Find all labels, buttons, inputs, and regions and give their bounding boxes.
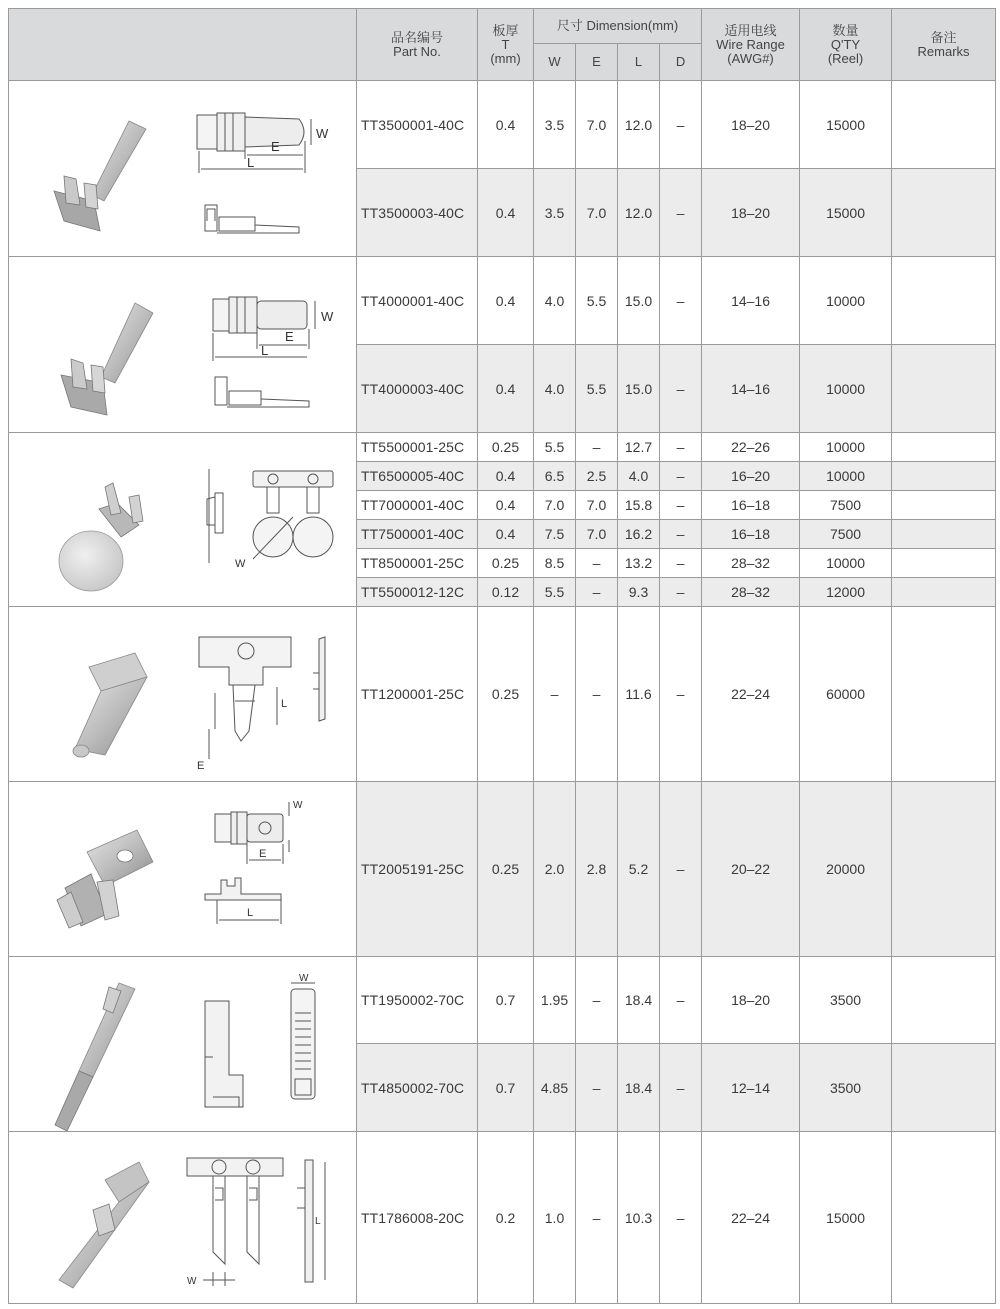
terminal-spec-table [8, 8, 996, 1304]
wire-range-header-cn: 适用电线 [724, 22, 777, 38]
thickness-value: 0.4 [478, 345, 534, 433]
dim-d-header: D [660, 44, 702, 81]
quantity-header-cn: 数量 [832, 22, 859, 38]
remarks-value [892, 433, 996, 462]
quantity-header-unit: (Reel) [827, 50, 864, 66]
wire-range-value: 22–26 [702, 433, 800, 462]
wire-range-header [702, 9, 800, 81]
dim-e-value: – [576, 578, 618, 607]
quantity-value: 10000 [800, 549, 892, 578]
dim-e-value: 7.0 [576, 520, 618, 549]
dim-label-e: E [259, 848, 267, 860]
dim-e-value: – [576, 1044, 618, 1132]
dim-label-w: W [235, 558, 246, 570]
part-no-header-en: Part No. [393, 43, 441, 59]
thickness-value: 0.25 [478, 549, 534, 578]
dim-d-value: – [660, 607, 702, 782]
thickness-value: 0.12 [478, 578, 534, 607]
wire-range-value: 16–20 [702, 462, 800, 491]
dim-d-value: – [660, 549, 702, 578]
wire-range-header-unit: (AWG#) [727, 50, 774, 66]
wire-range-value: 22–24 [702, 607, 800, 782]
wire-range-value: 18–20 [702, 957, 800, 1044]
table-row [9, 257, 996, 345]
quantity-value: 3500 [800, 1044, 892, 1132]
thickness-value: 0.4 [478, 81, 534, 169]
quantity-value: 10000 [800, 257, 892, 345]
remarks-value [892, 520, 996, 549]
dim-d-value: – [660, 257, 702, 345]
remarks-value [892, 607, 996, 782]
dim-d-value: – [660, 1044, 702, 1132]
quantity-value: 15000 [800, 81, 892, 169]
remarks-value [892, 957, 996, 1044]
wire-range-value: 18–20 [702, 81, 800, 169]
remarks-header-cn: 备注 [930, 29, 957, 45]
dim-w-value: 3.5 [534, 81, 576, 169]
part-number: TT1200001-25C [357, 607, 478, 782]
thickness-value: 0.25 [478, 433, 534, 462]
part-number: TT6500005-40C [357, 462, 478, 491]
dim-label-l: L [247, 907, 254, 919]
part-number: TT4000001-40C [357, 257, 478, 345]
product-illustration-3 [9, 433, 357, 607]
dim-e-value: – [576, 1132, 618, 1304]
dim-w-value: 4.85 [534, 1044, 576, 1132]
dim-l-value: 11.6 [618, 607, 660, 782]
dim-l-value: 12.0 [618, 81, 660, 169]
quantity-value: 10000 [800, 433, 892, 462]
quantity-value: 60000 [800, 607, 892, 782]
dim-d-value: – [660, 462, 702, 491]
dim-d-value: – [660, 520, 702, 549]
part-number: TT3500003-40C [357, 169, 478, 257]
dim-label-e: E [197, 760, 205, 772]
image-column-header [9, 9, 357, 81]
wire-range-value: 20–22 [702, 782, 800, 957]
part-number: TT1950002-70C [357, 957, 478, 1044]
thickness-value: 0.4 [478, 462, 534, 491]
dim-l-value: 5.2 [618, 782, 660, 957]
remarks-value [892, 578, 996, 607]
remarks-header [892, 9, 996, 81]
dim-d-value: – [660, 782, 702, 957]
remarks-value [892, 462, 996, 491]
dim-label-l: L [261, 343, 269, 358]
thickness-value: 0.7 [478, 957, 534, 1044]
dim-d-value: – [660, 1132, 702, 1304]
dim-w-value: 7.5 [534, 520, 576, 549]
dim-e-value: 7.0 [576, 491, 618, 520]
dim-e-value: – [576, 957, 618, 1044]
dim-w-value: 7.0 [534, 491, 576, 520]
dim-l-value: 4.0 [618, 462, 660, 491]
thickness-value: 0.4 [478, 491, 534, 520]
remarks-value [892, 1132, 996, 1304]
dim-w-value: 3.5 [534, 169, 576, 257]
remarks-value [892, 1044, 996, 1132]
quantity-value: 7500 [800, 520, 892, 549]
dim-e-value: 2.8 [576, 782, 618, 957]
header-row [9, 9, 996, 44]
terminal-drawing-icon [9, 81, 357, 255]
quantity-header [800, 9, 892, 81]
dim-w-value: 4.0 [534, 257, 576, 345]
dim-w-value: – [534, 607, 576, 782]
dim-w-value: 8.5 [534, 549, 576, 578]
dim-e-value: 5.5 [576, 345, 618, 433]
dim-label-w: W [299, 973, 309, 984]
thickness-header-cn: 板厚 [492, 22, 519, 38]
dim-d-value: – [660, 81, 702, 169]
product-illustration-7 [9, 1132, 357, 1304]
wire-range-value: 28–32 [702, 578, 800, 607]
part-number: TT4850002-70C [357, 1044, 478, 1132]
table-row [9, 782, 996, 957]
dim-w-value: 5.5 [534, 578, 576, 607]
wire-range-value: 14–16 [702, 345, 800, 433]
dim-label-w: W [321, 309, 334, 324]
quantity-value: 7500 [800, 491, 892, 520]
wire-range-value: 22–24 [702, 1132, 800, 1304]
part-number: TT7000001-40C [357, 491, 478, 520]
dimension-header: 尺寸 Dimension(mm) [534, 9, 702, 44]
thickness-value: 0.4 [478, 257, 534, 345]
dim-e-value: 2.5 [576, 462, 618, 491]
thickness-value: 0.7 [478, 1044, 534, 1132]
remarks-value [892, 81, 996, 169]
dim-label-e: E [285, 329, 294, 344]
dim-e-value: 7.0 [576, 81, 618, 169]
thickness-value: 0.2 [478, 1132, 534, 1304]
wire-range-header-en: Wire Range [716, 36, 785, 52]
dim-l-value: 15.8 [618, 491, 660, 520]
dim-d-value: – [660, 169, 702, 257]
part-number: TT2005191-25C [357, 782, 478, 957]
remarks-value [892, 491, 996, 520]
part-number: TT5500001-25C [357, 433, 478, 462]
dim-label-w: W [316, 126, 329, 141]
dim-w-value: 1.95 [534, 957, 576, 1044]
part-number: TT8500001-25C [357, 549, 478, 578]
product-illustration-5 [9, 782, 357, 957]
part-number: TT3500001-40C [357, 81, 478, 169]
dim-l-value: 18.4 [618, 957, 660, 1044]
table-row [9, 81, 996, 169]
table-row [9, 957, 996, 1044]
remarks-value [892, 257, 996, 345]
wire-range-value: 14–16 [702, 257, 800, 345]
remarks-value [892, 345, 996, 433]
part-number: TT5500012-12C [357, 578, 478, 607]
dim-d-value: – [660, 491, 702, 520]
thickness-header [478, 9, 534, 81]
terminal-drawing-icon [9, 782, 357, 956]
dim-l-value: 15.0 [618, 257, 660, 345]
dim-label-l: L [315, 1216, 321, 1227]
quantity-value: 15000 [800, 169, 892, 257]
product-illustration-1 [9, 81, 357, 257]
dim-d-value: – [660, 433, 702, 462]
dim-e-value: 5.5 [576, 257, 618, 345]
dim-e-value: 7.0 [576, 169, 618, 257]
terminal-drawing-icon [9, 957, 357, 1131]
remarks-value [892, 782, 996, 957]
dim-l-value: 9.3 [618, 578, 660, 607]
dim-e-value: – [576, 433, 618, 462]
dim-label-e: E [271, 139, 280, 154]
dim-e-value: – [576, 607, 618, 782]
part-number: TT1786008-20C [357, 1132, 478, 1304]
wire-range-value: 16–18 [702, 491, 800, 520]
dim-label-l: L [247, 155, 255, 170]
part-number: TT4000003-40C [357, 345, 478, 433]
table-row [9, 433, 996, 462]
dim-l-value: 12.7 [618, 433, 660, 462]
terminal-drawing-icon [9, 433, 357, 607]
dim-w-header: W [534, 44, 576, 81]
remarks-value [892, 169, 996, 257]
quantity-value: 15000 [800, 1132, 892, 1304]
thickness-value: 0.4 [478, 520, 534, 549]
product-illustration-6 [9, 957, 357, 1132]
dim-w-value: 6.5 [534, 462, 576, 491]
dim-l-value: 13.2 [618, 549, 660, 578]
table-row [9, 1132, 996, 1304]
dim-d-value: – [660, 578, 702, 607]
dim-w-value: 5.5 [534, 433, 576, 462]
dim-l-header: L [618, 44, 660, 81]
quantity-value: 10000 [800, 345, 892, 433]
terminal-drawing-icon [9, 257, 357, 433]
part-no-header-cn: 品名编号 [390, 29, 443, 45]
dim-w-value: 4.0 [534, 345, 576, 433]
wire-range-value: 18–20 [702, 169, 800, 257]
quantity-header-en: Q'TY [830, 36, 861, 52]
dim-e-header: E [576, 44, 618, 81]
wire-range-value: 12–14 [702, 1044, 800, 1132]
part-no-header [357, 9, 478, 81]
dim-l-value: 10.3 [618, 1132, 660, 1304]
thickness-header-unit: (mm) [490, 50, 521, 66]
dim-label-w: W [187, 1276, 197, 1287]
quantity-value: 10000 [800, 462, 892, 491]
thickness-value: 0.4 [478, 169, 534, 257]
remarks-value [892, 549, 996, 578]
table-row [9, 607, 996, 782]
thickness-header-symbol: T [501, 36, 510, 52]
part-number: TT7500001-40C [357, 520, 478, 549]
dim-l-value: 15.0 [618, 345, 660, 433]
wire-range-value: 28–32 [702, 549, 800, 578]
dim-label-l: L [281, 698, 288, 710]
dim-label-w: W [293, 800, 303, 811]
terminal-drawing-icon [9, 607, 357, 781]
dim-d-value: – [660, 957, 702, 1044]
product-illustration-2 [9, 257, 357, 433]
dim-d-value: – [660, 345, 702, 433]
product-illustration-4 [9, 607, 357, 782]
wire-range-value: 16–18 [702, 520, 800, 549]
dim-l-value: 12.0 [618, 169, 660, 257]
dim-l-value: 16.2 [618, 520, 660, 549]
thickness-value: 0.25 [478, 782, 534, 957]
dim-w-value: 1.0 [534, 1132, 576, 1304]
terminal-drawing-icon [9, 1132, 357, 1304]
dim-w-value: 2.0 [534, 782, 576, 957]
remarks-header-en: Remarks [917, 43, 970, 59]
quantity-value: 20000 [800, 782, 892, 957]
dim-e-value: – [576, 549, 618, 578]
thickness-value: 0.25 [478, 607, 534, 782]
quantity-value: 12000 [800, 578, 892, 607]
quantity-value: 3500 [800, 957, 892, 1044]
dim-l-value: 18.4 [618, 1044, 660, 1132]
